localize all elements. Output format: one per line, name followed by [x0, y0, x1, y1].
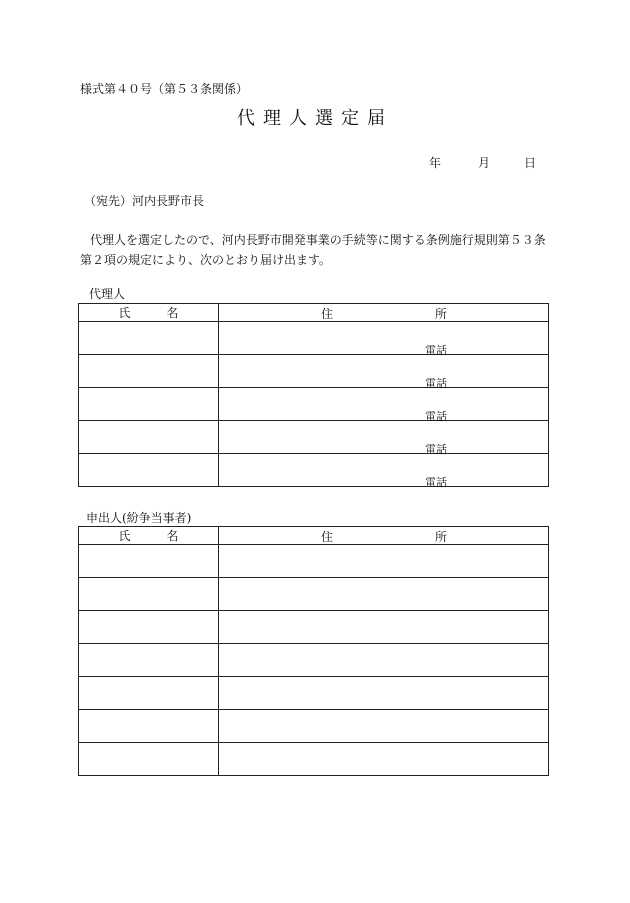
agent-name-cell[interactable]: [79, 454, 219, 487]
applicant-name-cell[interactable]: [79, 644, 219, 677]
telephone-label: 電話: [425, 410, 447, 423]
name-header-char-1: 氏: [118, 306, 131, 320]
applicant-name-cell[interactable]: [79, 545, 219, 578]
agent-address-cell[interactable]: [219, 454, 549, 487]
table-row: [79, 710, 549, 743]
table-row: [79, 388, 549, 421]
address-header-char-1: 住: [321, 307, 334, 321]
applicant-name-cell[interactable]: [79, 611, 219, 644]
telephone-label: 電話: [425, 443, 447, 456]
table-row: [79, 644, 549, 677]
table-row: [79, 611, 549, 644]
agent-section-label: 代理人: [89, 287, 126, 301]
agent-address-cell[interactable]: [219, 421, 549, 454]
date-month-label: 月: [478, 156, 491, 170]
form-number: 様式第４０号（第５３条関係）: [80, 82, 249, 96]
agent-address-cell[interactable]: [219, 388, 549, 421]
applicant-section-label: 申出人(紛争当事者): [86, 511, 192, 525]
applicant-address-cell[interactable]: [219, 743, 549, 776]
name-column-header: [79, 527, 219, 545]
applicant-address-cell[interactable]: [219, 611, 549, 644]
address-header-char-2: 所: [435, 307, 448, 321]
address-column-header: [219, 527, 549, 545]
address-column-header: [219, 304, 549, 322]
telephone-label: 電話: [425, 377, 447, 390]
applicant-address-cell[interactable]: [219, 710, 549, 743]
name-header-char-2: 名: [166, 306, 179, 320]
address-header-char-2: 所: [435, 530, 448, 544]
applicant-table: [78, 526, 549, 776]
applicant-address-cell[interactable]: [219, 644, 549, 677]
agent-name-cell[interactable]: [79, 388, 219, 421]
table-row: [79, 454, 549, 487]
addressee: （宛先）河内長野市長: [84, 194, 205, 208]
address-header-char-1: 住: [321, 530, 334, 544]
agent-table-header: [79, 304, 549, 322]
telephone-label: 電話: [425, 476, 447, 489]
table-row: [79, 421, 549, 454]
applicant-address-cell[interactable]: [219, 677, 549, 710]
applicant-table-header: [79, 527, 549, 545]
applicant-address-cell[interactable]: [219, 578, 549, 611]
agent-name-cell[interactable]: [79, 322, 219, 355]
applicant-name-cell[interactable]: [79, 743, 219, 776]
agent-name-cell[interactable]: [79, 421, 219, 454]
applicant-name-cell[interactable]: [79, 710, 219, 743]
name-header-char-2: 名: [166, 529, 179, 543]
date-year-label: 年: [429, 156, 442, 170]
table-row: [79, 578, 549, 611]
document-title: 代理人選定届: [237, 108, 393, 129]
table-row: [79, 545, 549, 578]
agent-name-cell[interactable]: [79, 355, 219, 388]
table-row: [79, 355, 549, 388]
telephone-label: 電話: [425, 344, 447, 357]
agent-address-cell[interactable]: [219, 355, 549, 388]
table-row: [79, 743, 549, 776]
body-text: 代理人を選定したので、河内長野市開発事業の手続等に関する条例施行規則第５３条第２項の規定により、次のとおり届け出ます。: [80, 233, 546, 267]
agent-table: [78, 303, 549, 487]
table-row: [79, 322, 549, 355]
name-header-char-1: 氏: [118, 529, 131, 543]
applicant-name-cell[interactable]: [79, 677, 219, 710]
applicant-name-cell[interactable]: [79, 578, 219, 611]
table-row: [79, 677, 549, 710]
name-column-header: [79, 304, 219, 322]
agent-address-cell[interactable]: [219, 322, 549, 355]
date-day-label: 日: [524, 156, 537, 170]
applicant-address-cell[interactable]: [219, 545, 549, 578]
